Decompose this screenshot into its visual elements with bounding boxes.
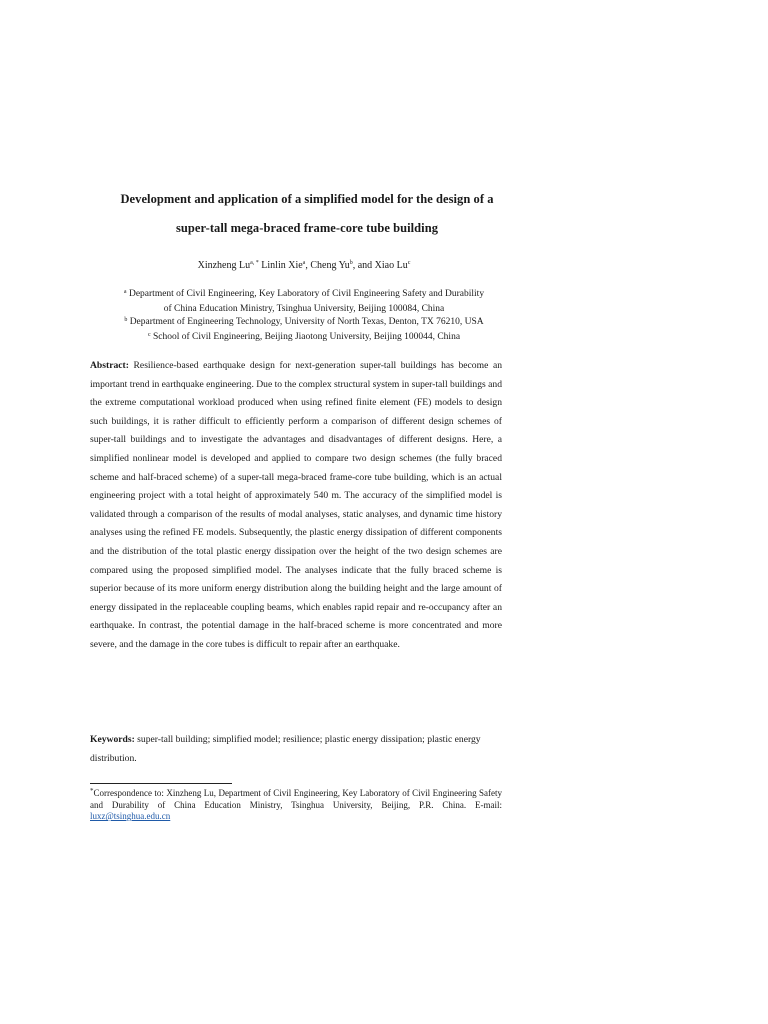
- keywords-text: super-tall building; simplified model; resilience; plastic energy dissipation; plastic energy distribution.: [90, 734, 481, 764]
- paper-title-line-1: Development and application of a simplified model for the design of a: [120, 192, 494, 206]
- affiliation-text: Department of Engineering Technology, University of North Texas, Denton, TX 76210, USA: [129, 317, 484, 327]
- footnote-text: Correspondence to: Xinzheng Lu, Department of Civil Engineering, Key Laboratory of Civil Engineering Safety and Durability of China Education Ministry, Tsinghua University, Beijing, P.R. China. E-mail:: [90, 788, 502, 810]
- author-list: Xinzheng $Lu^{a, *}$ Linlin Xie$^a$, Cheng Yu$^b$, and Xiao Lu$^c$: [197, 260, 411, 271]
- affiliation-c: [0, 328, 608, 345]
- author-affiliation-mark: b: [349, 260, 353, 266]
- author-conjunction: and: [357, 260, 373, 271]
- affiliation-mark: b: [124, 317, 128, 323]
- author-affiliation-mark: c: [407, 260, 411, 266]
- affiliation-text: of China Education Ministry, Tsinghua University, Beijing 100084, China: [163, 304, 445, 314]
- keywords-label: Keywords:: [90, 734, 135, 745]
- abstract-text: Resilience-based earthquake design for next-generation super-tall buildings has become an important trend in earthquake engineering. Due to the complex structural system in super-tall buildings and the extreme computational workload produced when using refined finite element (FE) models to design such buildings, it is rather difficult to efficiently perform a comparison of different design schemes of super-tall buildings and to investigate the advantages and disadvantages of different designs. Here, a simplified nonlinear model is developed and applied to compare two design schemes (the fully braced scheme and half-braced scheme) of a super-tall mega-braced frame-core tube building, which is an actual engineering project with a total height of approximately 540 m. The accuracy of the simplified model is validated through a comparison of the results of modal analyses, static analyses, and dynamic time history analyses using the refined FE models. Subsequently, the plastic energy dissipation of different components and the distribution of the total plastic energy dissipation over the height of the two design schemes are compared using the proposed simplified model. The analyses indicate that the fully braced scheme is superior because of its more uniform energy distribution along the building height and the large amount of energy dissipated in the replaceable coupling beams, which enables rapid repair and re-occupancy after an earthquake. In contrast, the potential damage in the half-braced scheme is more concentrated and more severe, and the damage in the core tubes is difficult to repair after an earthquake.: [90, 360, 502, 650]
- abstract: [90, 357, 502, 655]
- abstract-label: Abstract:: [90, 360, 129, 371]
- author-name: Linlin Xie: [261, 260, 303, 271]
- correspondence-footnote: [90, 786, 502, 823]
- footnote-divider: [90, 783, 232, 784]
- paper-title-line-2: super-tall mega-braced frame-core tube building: [175, 221, 439, 235]
- affiliation-text: School of Civil Engineering, Beijing Jiaotong University, Beijing 100044, China: [152, 332, 461, 342]
- author-affiliation-mark: a, *: [250, 260, 259, 266]
- author-name: Xinzheng Lu: [197, 260, 251, 271]
- email-link[interactable]: luxz@tsinghua.edu.cn: [90, 811, 171, 822]
- footnote-mark: *: [90, 787, 94, 795]
- affiliation-mark: a: [123, 289, 127, 295]
- keywords: [90, 731, 502, 768]
- affiliation-text: Department of Civil Engineering, Key Laboratory of Civil Engineering Safety and Durability: [128, 289, 485, 299]
- affiliation-mark: c: [147, 332, 151, 338]
- author-name: Cheng Yu: [310, 260, 350, 271]
- author-affiliation-mark: a: [302, 260, 306, 266]
- author-name: Xiao Lu: [374, 260, 408, 271]
